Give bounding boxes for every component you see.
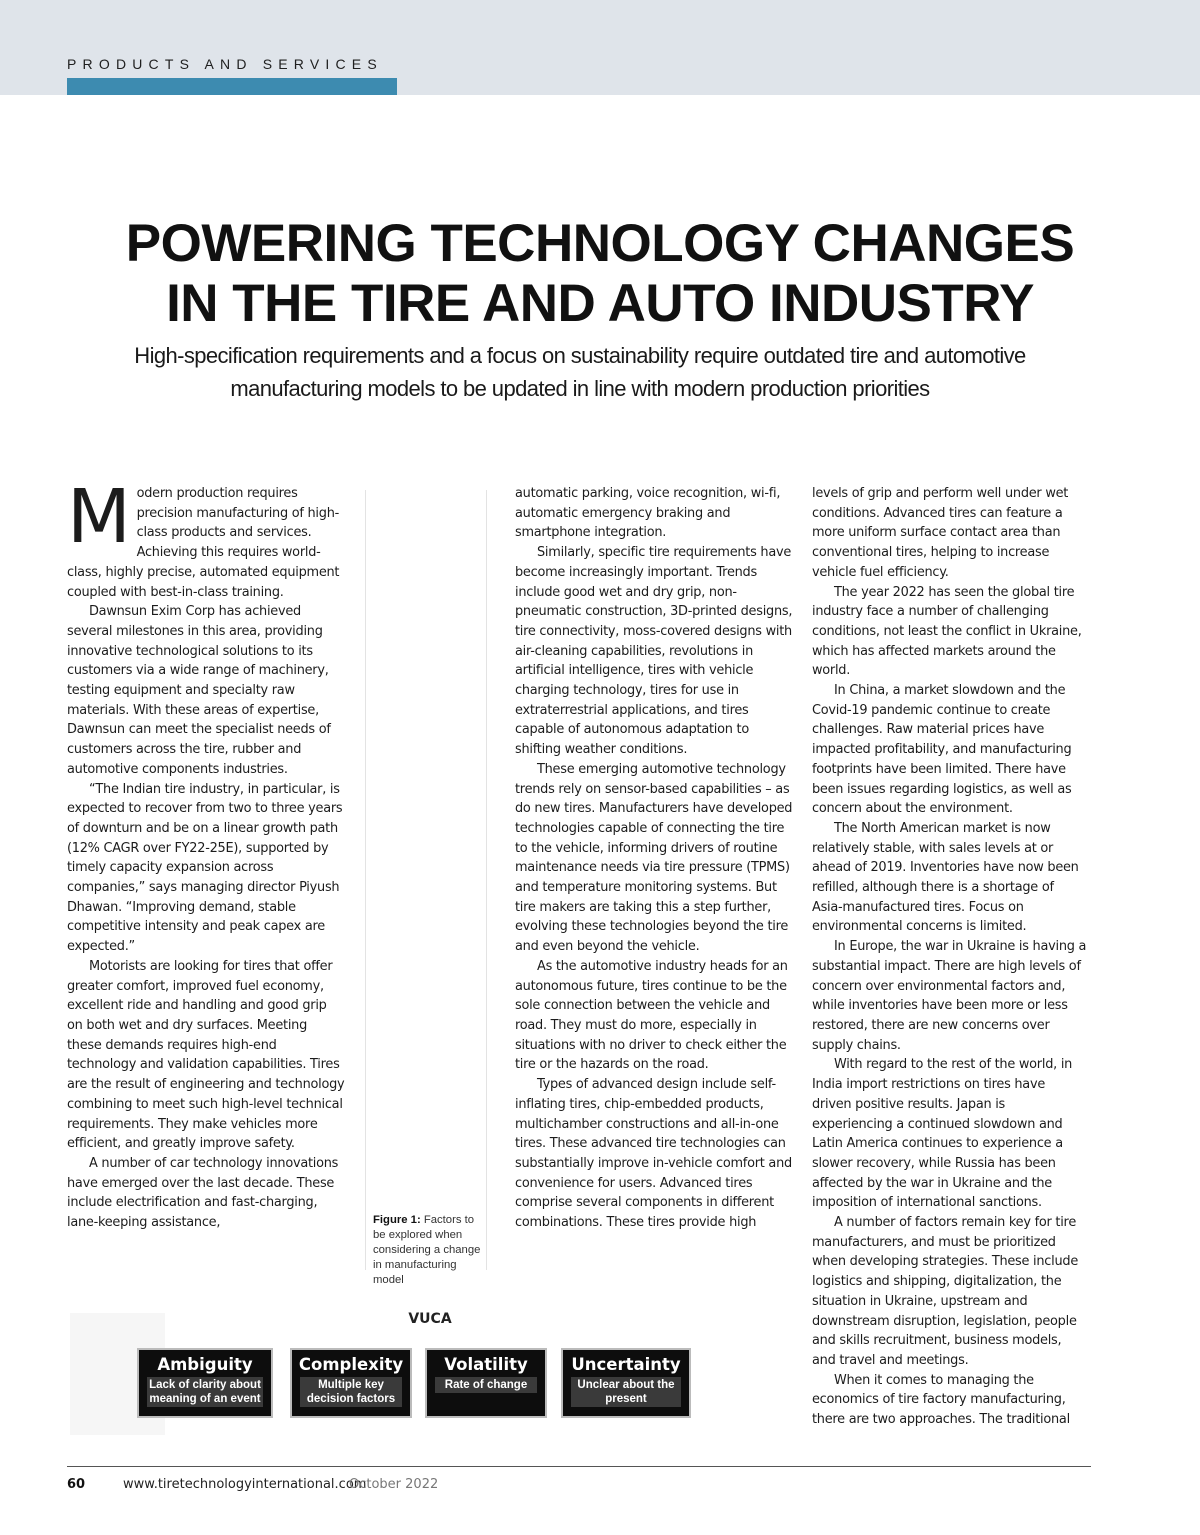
paragraph: The year 2022 has seen the global tire industry face a number of challenging conditions, not least the conflict in Ukraine, which has affected markets around the world. xyxy=(812,584,1082,679)
column-divider xyxy=(365,490,366,1270)
figure-heading: VUCA xyxy=(408,1311,452,1327)
column-divider xyxy=(486,490,487,1270)
paragraph: “The Indian tire industry, in particular, is expected to recover from two to three years of downturn and be on a linear growth path (12% CAGR over FY22-25E), supported by timely capacity expansion across companies,” says managing director Piyush Dhawan. “Improving demand, stable competitive intensity and peak capex are expected.” xyxy=(67,781,343,955)
paragraph: Types of advanced design include self-inflating tires, chip-embedded products, multichamber constructions and all-in-one tires. These advanced tire technologies can substantially improve in-vehicle comfort and convenience for users. Advanced tires comprise several components in different combinations. These tires provide high xyxy=(515,1077,792,1231)
issue-date: October 2022 xyxy=(349,1477,439,1492)
vuca-box-uncertainty xyxy=(561,1348,691,1418)
paragraph: Similarly, specific tire requirements have become increasingly important. Trends include good wet and dry grip, non-pneumatic construction, 3D-printed designs, tire connectivity, moss-covered designs with air-cleaning capabilities, revolutions in artificial intelligence, tires with vehicle charging technology, tires for use in extraterrestrial applications, and tires capable of autonomous adaptation to shifting weather conditions. xyxy=(515,545,793,758)
box-description: Multiple key decision factors xyxy=(300,1377,402,1407)
paragraph: levels of grip and perform well under wet conditions. Advanced tires can feature a more uniform surface contact area than conventional tires, helping to increase vehicle fuel efficiency. xyxy=(812,486,1069,580)
caption-label: Figure 1: xyxy=(373,1214,421,1226)
paragraph: In China, a market slowdown and the Covid-19 pandemic continue to create challenges. Raw material prices have impacted profitability, and manufacturing footprints have been limited. There have been issues regarding logistics, as well as concern about the environment. xyxy=(812,683,1072,817)
paragraph: When it comes to managing the economics of tire factory manufacturing, there are two approaches. The traditional xyxy=(812,1372,1070,1428)
box-title: Ambiguity xyxy=(157,1355,253,1374)
subtitle-line-1: High-specification requirements and a focus on sustainability require outdated tire and automotive xyxy=(134,343,1026,368)
footer-url[interactable]: www.tiretechnologyinternational.com xyxy=(123,1477,367,1492)
paragraph: automatic parking, voice recognition, wi-fi, automatic emergency braking and smartphone integration. xyxy=(515,486,781,541)
paragraph: With regard to the rest of the world, in India import restrictions on tires have driven positive results. Japan is experiencing a continued slowdown and Latin America continues to experience a slower recovery, while Russia has been affected by the war in Ukraine and the imposition of international sanctions. xyxy=(812,1057,1073,1211)
box-title: Uncertainty xyxy=(571,1355,681,1374)
body-column-3 xyxy=(812,484,1087,1430)
figure-caption xyxy=(373,1213,485,1288)
vuca-box-complexity xyxy=(290,1348,412,1418)
box-title: Volatility xyxy=(444,1355,528,1374)
paragraph-text: odern production requires precision manufacturing of high-class products and services. Achieving this requires world-class, highly precise, automated equipment coupled with best-in-class training. xyxy=(67,486,340,600)
paragraph xyxy=(67,474,345,602)
paragraph: The North American market is now relatively stable, with sales levels at or ahead of 2019. Inventories have now been refilled, although there is a shortage of Asia-manufactured tires. Focus on environmental concerns is limited. xyxy=(812,820,1079,935)
page-number: 60 xyxy=(67,1477,86,1492)
body-column-2 xyxy=(515,484,795,1233)
title-line-2: IN THE TIRE AND AUTO INDUSTRY xyxy=(166,274,1034,333)
box-description: Rate of change xyxy=(435,1377,537,1393)
vuca-box-ambiguity xyxy=(137,1348,273,1418)
title-line-1: POWERING TECHNOLOGY CHANGES xyxy=(125,214,1075,273)
subtitle-line-2: manufacturing models to be updated in line with modern production priorities xyxy=(230,376,930,401)
paragraph: A number of car technology innovations have emerged over the last decade. These include electrification and fast-charging, lane-keeping assistance, xyxy=(67,1155,339,1231)
paragraph: As the automotive industry heads for an autonomous future, tires continue to be the sole connection between the vehicle and road. They must do more, especially in situations with no driver to check either the tire or the hazards on the road. xyxy=(515,958,788,1073)
body-column-1 xyxy=(67,474,345,1233)
paragraph: A number of factors remain key for tire manufacturers, and must be prioritized when developing strategies. These include logistics and shipping, digitalization, the situation in Ukraine, upstream and downstream disruption, legislation, people and skills recruitment, business models, and travel and meetings. xyxy=(812,1215,1078,1368)
section-label: PRODUCTS AND SERVICES xyxy=(67,56,383,72)
box-title: Complexity xyxy=(298,1355,404,1374)
vuca-box-volatility xyxy=(425,1348,547,1418)
vuca-figure xyxy=(70,1305,770,1440)
paragraph: Dawnsun Exim Corp has achieved several milestones in this area, providing innovative technological solutions to its customers via a wide range of machinery, testing equipment and specialty raw materials. With these areas of expertise, Dawnsun can meet the specialist needs of customers across the tire, rubber and automotive components industries. xyxy=(67,604,331,777)
box-description: Lack of clarity about meaning of an event xyxy=(147,1377,263,1407)
paragraph: These emerging automotive technology trends rely on sensor-based capabilities – as do new tires. Manufacturers have developed technologies capable of connecting the tire to the vehicle, informing drivers of routine maintenance needs via tire pressure (TPMS) and temperature monitoring systems. But tire makers are taking this a step further, evolving these technologies beyond the tire and even beyond the vehicle. xyxy=(515,761,793,955)
box-description: Unclear about the present xyxy=(571,1377,681,1407)
article-title xyxy=(40,214,1160,334)
caption-text: Factors to be explored when considering a change in manufacturing model xyxy=(373,1214,481,1286)
section-accent-bar xyxy=(67,78,397,95)
paragraph: In Europe, the war in Ukraine is having a substantial impact. There are high levels of concern over environmental factors and, while inventories have been more or less restored, there are new concerns over supply chains. xyxy=(812,939,1087,1053)
article-subtitle xyxy=(80,339,1080,405)
drop-cap: M xyxy=(67,474,131,560)
footer-rule xyxy=(67,1466,1091,1467)
paragraph: Motorists are looking for tires that offer greater comfort, improved fuel economy, excellent ride and handling and good grip on both wet and dry surfaces. Meeting these demands requires high-end technology and validation capabilities. Tires are the result of engineering and technology combining to meet such high-level technical requirements. They make vehicles more efficient, and greatly improve safety. xyxy=(67,958,345,1152)
